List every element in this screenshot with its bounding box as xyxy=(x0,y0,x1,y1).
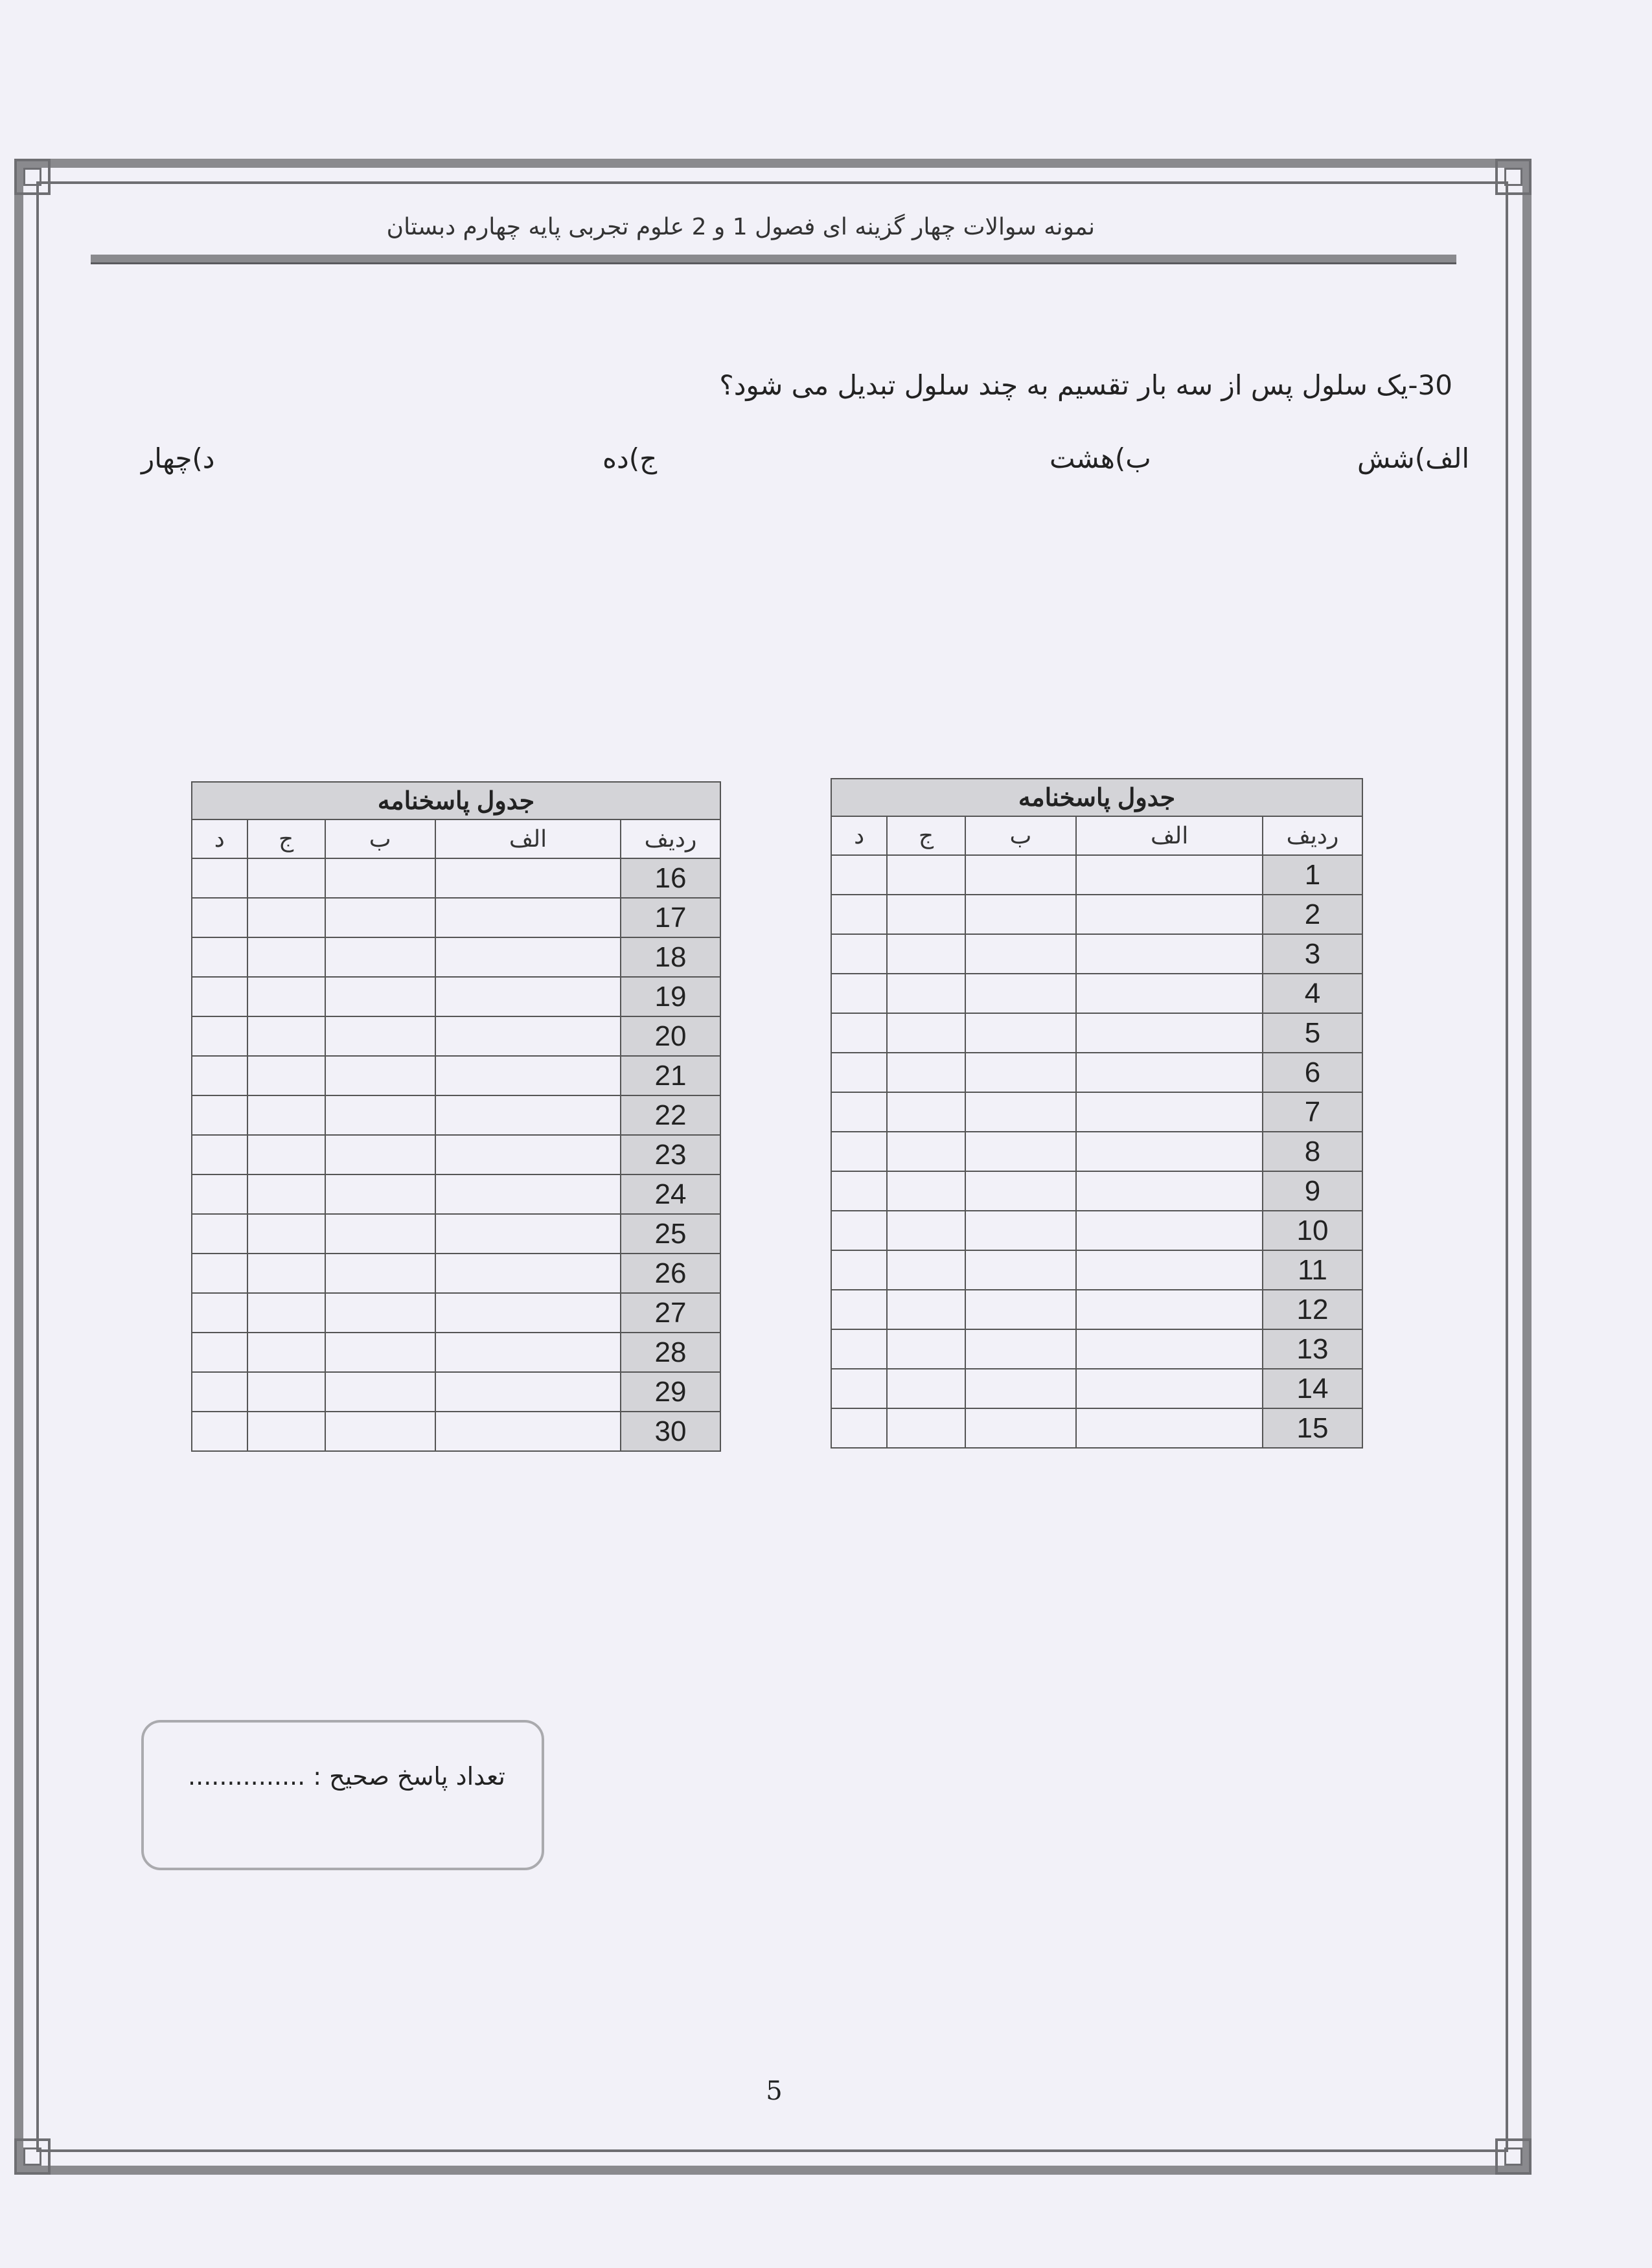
answer-cell-be[interactable] xyxy=(965,934,1076,974)
answer-cell-dal[interactable] xyxy=(831,974,887,1013)
option-d: د)چهار xyxy=(141,442,215,474)
answer-cell-be[interactable] xyxy=(325,1095,435,1135)
answer-cell-be[interactable] xyxy=(325,1372,435,1412)
row-number: 30 xyxy=(621,1412,720,1451)
answer-cell-alef[interactable] xyxy=(1076,1013,1263,1053)
table-row xyxy=(831,934,1362,974)
answer-cell-dal[interactable] xyxy=(831,1211,887,1250)
answer-sheet-table-1 xyxy=(831,778,1363,1449)
answer-cell-be[interactable] xyxy=(965,1013,1076,1053)
border-corner-bottom-left xyxy=(14,2138,51,2175)
column-header-jim: ج xyxy=(247,819,325,858)
answer-cell-be[interactable] xyxy=(325,1214,435,1254)
answer-cell-jim[interactable] xyxy=(247,1174,325,1214)
answer-cell-be[interactable] xyxy=(325,1016,435,1056)
table-row xyxy=(192,1016,720,1056)
table-row xyxy=(192,1293,720,1333)
answer-cell-alef[interactable] xyxy=(435,1174,621,1214)
table-row xyxy=(192,1254,720,1293)
table-row xyxy=(192,858,720,898)
column-header-be: ب xyxy=(325,819,435,858)
table-row xyxy=(192,977,720,1016)
table-row xyxy=(831,1408,1362,1448)
answer-cell-jim[interactable] xyxy=(247,1135,325,1174)
question-text: 30-یک سلول پس از سه بار تقسیم به چند سلول تبدیل می شود؟ xyxy=(719,369,1452,401)
answer-cell-dal[interactable] xyxy=(192,1095,247,1135)
answer-cell-alef[interactable] xyxy=(1076,1250,1263,1290)
table-row xyxy=(831,1171,1362,1211)
answer-sheet-table-2 xyxy=(191,781,721,1452)
answer-cell-alef[interactable] xyxy=(435,898,621,937)
row-number: 9 xyxy=(1263,1171,1362,1211)
row-number: 15 xyxy=(1263,1408,1362,1448)
answer-cell-dal[interactable] xyxy=(831,1329,887,1369)
answer-cell-jim[interactable] xyxy=(887,1013,965,1053)
answer-cell-jim[interactable] xyxy=(247,1214,325,1254)
row-number: 28 xyxy=(621,1333,720,1372)
row-number: 18 xyxy=(621,937,720,977)
answer-cell-jim[interactable] xyxy=(887,934,965,974)
answer-cell-jim[interactable] xyxy=(887,1171,965,1211)
answer-cell-alef[interactable] xyxy=(435,977,621,1016)
column-header-dal: د xyxy=(831,816,887,855)
column-header-alef: الف xyxy=(435,819,621,858)
answer-cell-jim[interactable] xyxy=(887,1053,965,1092)
row-number: 8 xyxy=(1263,1132,1362,1171)
table-row xyxy=(831,1013,1362,1053)
answer-cell-dal[interactable] xyxy=(192,1174,247,1214)
page-number: 5 xyxy=(766,2076,783,2106)
answer-cell-alef[interactable] xyxy=(1076,1171,1263,1211)
answer-cell-alef[interactable] xyxy=(435,1016,621,1056)
answer-cell-alef[interactable] xyxy=(1076,1053,1263,1092)
table-row xyxy=(831,855,1362,895)
answer-cell-be[interactable] xyxy=(325,858,435,898)
column-header-be: ب xyxy=(965,816,1076,855)
table-row xyxy=(192,1135,720,1174)
answer-cell-jim[interactable] xyxy=(887,1369,965,1408)
answer-cell-alef[interactable] xyxy=(1076,1290,1263,1329)
row-number: 14 xyxy=(1263,1369,1362,1408)
answer-cell-jim[interactable] xyxy=(887,1211,965,1250)
answer-cell-dal[interactable] xyxy=(831,1290,887,1329)
row-number: 6 xyxy=(1263,1053,1362,1092)
row-number: 12 xyxy=(1263,1290,1362,1329)
row-number: 25 xyxy=(621,1214,720,1254)
answer-cell-jim[interactable] xyxy=(247,1056,325,1095)
table-row xyxy=(831,1369,1362,1408)
answer-cell-alef[interactable] xyxy=(1076,974,1263,1013)
answer-cell-jim[interactable] xyxy=(247,858,325,898)
row-number: 4 xyxy=(1263,974,1362,1013)
answer-cell-be[interactable] xyxy=(325,1135,435,1174)
table-row xyxy=(192,1095,720,1135)
row-number: 1 xyxy=(1263,855,1362,895)
answer-cell-jim[interactable] xyxy=(247,1293,325,1333)
answer-cell-dal[interactable] xyxy=(831,895,887,934)
answer-cell-dal[interactable] xyxy=(831,855,887,895)
page-header-title: نمونه سوالات چهار گزینه ای فصول 1 و 2 علوم تجربی پایه چهارم دبستان xyxy=(386,214,1095,240)
table-row xyxy=(831,1132,1362,1171)
answer-cell-jim[interactable] xyxy=(887,1132,965,1171)
answer-cell-alef[interactable] xyxy=(435,1135,621,1174)
answer-cell-dal[interactable] xyxy=(192,1135,247,1174)
row-number: 5 xyxy=(1263,1013,1362,1053)
answer-cell-be[interactable] xyxy=(965,1250,1076,1290)
answer-cell-dal[interactable] xyxy=(831,934,887,974)
column-header-row: ردیف xyxy=(1263,816,1362,855)
answer-cell-be[interactable] xyxy=(965,1290,1076,1329)
table-row xyxy=(192,1372,720,1412)
answer-cell-be[interactable] xyxy=(325,977,435,1016)
answer-cell-alef[interactable] xyxy=(1076,895,1263,934)
answer-cell-dal[interactable] xyxy=(192,1016,247,1056)
answer-cell-be[interactable] xyxy=(325,1412,435,1451)
answer-cell-be[interactable] xyxy=(325,937,435,977)
answer-cell-alef[interactable] xyxy=(1076,1369,1263,1408)
border-corner-bottom-right xyxy=(1495,2138,1532,2175)
answer-cell-alef[interactable] xyxy=(435,1333,621,1372)
table-row xyxy=(192,1412,720,1451)
row-number: 13 xyxy=(1263,1329,1362,1369)
answer-cell-alef[interactable] xyxy=(1076,1132,1263,1171)
border-corner-top-left xyxy=(14,159,51,195)
answer-cell-dal[interactable] xyxy=(831,1408,887,1448)
answer-cell-be[interactable] xyxy=(965,1408,1076,1448)
answer-cell-alef[interactable] xyxy=(1076,1092,1263,1132)
table-row xyxy=(192,1214,720,1254)
answer-cell-dal[interactable] xyxy=(192,1333,247,1372)
row-number: 7 xyxy=(1263,1092,1362,1132)
answer-table-caption: جدول پاسخنامه xyxy=(831,779,1362,816)
column-header-row: ردیف xyxy=(621,819,720,858)
table-row xyxy=(192,1333,720,1372)
answer-cell-alef[interactable] xyxy=(435,1293,621,1333)
answer-cell-jim[interactable] xyxy=(887,1092,965,1132)
answer-cell-alef[interactable] xyxy=(435,1095,621,1135)
table-row xyxy=(831,1092,1362,1132)
answer-cell-be[interactable] xyxy=(325,898,435,937)
row-number: 24 xyxy=(621,1174,720,1214)
answer-cell-dal[interactable] xyxy=(192,1412,247,1451)
answer-cell-be[interactable] xyxy=(965,1092,1076,1132)
answer-cell-jim[interactable] xyxy=(887,895,965,934)
answer-cell-alef[interactable] xyxy=(1076,934,1263,974)
table-row xyxy=(831,1053,1362,1092)
row-number: 3 xyxy=(1263,934,1362,974)
answer-cell-dal[interactable] xyxy=(192,858,247,898)
answer-cell-be[interactable] xyxy=(325,1293,435,1333)
answer-cell-jim[interactable] xyxy=(247,1372,325,1412)
table-row xyxy=(192,1174,720,1214)
answer-cell-alef[interactable] xyxy=(435,1254,621,1293)
answer-cell-jim[interactable] xyxy=(247,898,325,937)
answer-cell-be[interactable] xyxy=(325,1174,435,1214)
table-row xyxy=(831,895,1362,934)
answer-cell-be[interactable] xyxy=(965,974,1076,1013)
row-number: 19 xyxy=(621,977,720,1016)
row-number: 16 xyxy=(621,858,720,898)
header-divider xyxy=(91,255,1456,264)
answer-cell-be[interactable] xyxy=(965,1132,1076,1171)
row-number: 29 xyxy=(621,1372,720,1412)
score-box xyxy=(141,1720,544,1870)
answer-cell-be[interactable] xyxy=(325,1254,435,1293)
table-row xyxy=(831,1290,1362,1329)
answer-cell-dal[interactable] xyxy=(192,977,247,1016)
answer-cell-dal[interactable] xyxy=(192,1293,247,1333)
table-row xyxy=(831,1211,1362,1250)
answer-cell-alef[interactable] xyxy=(435,937,621,977)
answer-cell-alef[interactable] xyxy=(1076,1211,1263,1250)
answer-cell-be[interactable] xyxy=(965,1369,1076,1408)
column-header-alef: الف xyxy=(1076,816,1263,855)
answer-cell-be[interactable] xyxy=(965,1211,1076,1250)
answer-cell-dal[interactable] xyxy=(831,1250,887,1290)
table-row xyxy=(831,974,1362,1013)
answer-cell-dal[interactable] xyxy=(831,1053,887,1092)
row-number: 2 xyxy=(1263,895,1362,934)
answer-cell-be[interactable] xyxy=(965,895,1076,934)
answer-cell-jim[interactable] xyxy=(247,1333,325,1372)
table-row xyxy=(831,1250,1362,1290)
answer-cell-be[interactable] xyxy=(325,1056,435,1095)
answer-cell-dal[interactable] xyxy=(192,1254,247,1293)
answer-cell-alef[interactable] xyxy=(435,1214,621,1254)
answer-table-caption: جدول پاسخنامه xyxy=(192,782,720,819)
row-number: 20 xyxy=(621,1016,720,1056)
option-b: ب)هشت xyxy=(1050,442,1151,474)
answer-cell-be[interactable] xyxy=(325,1333,435,1372)
row-number: 10 xyxy=(1263,1211,1362,1250)
answer-cell-alef[interactable] xyxy=(435,1056,621,1095)
option-c: ج)ده xyxy=(602,442,658,474)
answer-cell-be[interactable] xyxy=(965,1171,1076,1211)
answer-cell-alef[interactable] xyxy=(435,858,621,898)
answer-cell-dal[interactable] xyxy=(192,1056,247,1095)
answer-cell-dal[interactable] xyxy=(831,1171,887,1211)
option-a: الف)شش xyxy=(1357,442,1470,474)
answer-cell-jim[interactable] xyxy=(887,1408,965,1448)
row-number: 26 xyxy=(621,1254,720,1293)
column-header-dal: د xyxy=(192,819,247,858)
answer-cell-dal[interactable] xyxy=(831,1092,887,1132)
row-number: 23 xyxy=(621,1135,720,1174)
answer-cell-jim[interactable] xyxy=(247,1412,325,1451)
answer-cell-alef[interactable] xyxy=(435,1372,621,1412)
row-number: 27 xyxy=(621,1293,720,1333)
answer-cell-alef[interactable] xyxy=(1076,855,1263,895)
answer-cell-jim[interactable] xyxy=(887,1329,965,1369)
answer-cell-dal[interactable] xyxy=(192,937,247,977)
table-row xyxy=(192,1056,720,1095)
answer-cell-dal[interactable] xyxy=(831,1369,887,1408)
table-row xyxy=(192,898,720,937)
answer-cell-jim[interactable] xyxy=(887,1290,965,1329)
row-number: 11 xyxy=(1263,1250,1362,1290)
answer-cell-alef[interactable] xyxy=(435,1412,621,1451)
table-row xyxy=(192,937,720,977)
answer-cell-jim[interactable] xyxy=(247,977,325,1016)
answer-cell-jim[interactable] xyxy=(247,937,325,977)
answer-cell-dal[interactable] xyxy=(192,1214,247,1254)
table-row xyxy=(831,1329,1362,1369)
answer-cell-be[interactable] xyxy=(965,1053,1076,1092)
answer-cell-be[interactable] xyxy=(965,855,1076,895)
answer-cell-alef[interactable] xyxy=(1076,1408,1263,1448)
border-corner-top-right xyxy=(1495,159,1532,195)
correct-answers-count-label: تعداد پاسخ صحیح : ............... xyxy=(188,1762,505,1791)
row-number: 21 xyxy=(621,1056,720,1095)
answer-cell-be[interactable] xyxy=(965,1329,1076,1369)
column-header-jim: ج xyxy=(887,816,965,855)
answer-cell-dal[interactable] xyxy=(831,1132,887,1171)
answer-cell-alef[interactable] xyxy=(1076,1329,1263,1369)
answer-cell-jim[interactable] xyxy=(887,855,965,895)
row-number: 22 xyxy=(621,1095,720,1135)
answer-cell-dal[interactable] xyxy=(192,1372,247,1412)
answer-cell-jim[interactable] xyxy=(247,1016,325,1056)
answer-cell-dal[interactable] xyxy=(192,898,247,937)
row-number: 17 xyxy=(621,898,720,937)
answer-cell-jim[interactable] xyxy=(247,1254,325,1293)
answer-cell-jim[interactable] xyxy=(247,1095,325,1135)
answer-cell-jim[interactable] xyxy=(887,974,965,1013)
answer-cell-dal[interactable] xyxy=(831,1013,887,1053)
answer-cell-jim[interactable] xyxy=(887,1250,965,1290)
